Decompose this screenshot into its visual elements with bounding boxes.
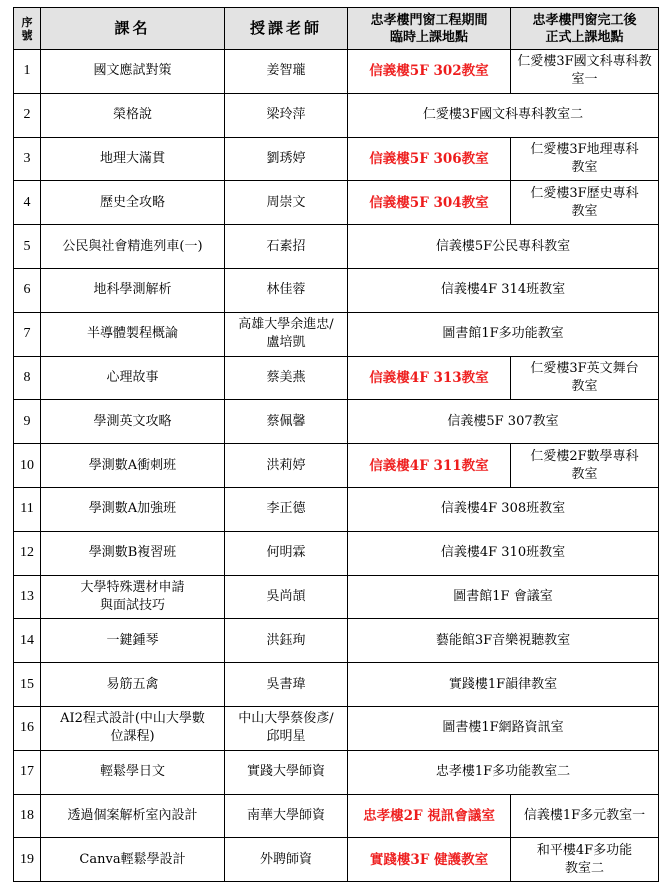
- shared-location-line: 仁愛樓3F國文科專科教室二: [422, 107, 584, 123]
- header-temp-location: [348, 8, 511, 50]
- shared-location-line: 信義樓5F 307教室: [447, 413, 559, 429]
- course-name-line: 學測數A衝刺班: [88, 457, 177, 473]
- shared-location: [348, 619, 659, 663]
- table-row: [14, 575, 659, 619]
- course-name-line: Canva輕鬆學設計: [79, 851, 186, 867]
- shared-location: [348, 93, 659, 137]
- shared-location-line: 圖書館1F多功能教室: [442, 326, 564, 342]
- shared-location-line: 信義樓4F 314班教室: [440, 282, 566, 298]
- course-name-line: 心理故事: [106, 369, 159, 385]
- teacher-name: [225, 225, 348, 269]
- final-location: [511, 794, 659, 838]
- final-location-line: 教室: [571, 159, 598, 175]
- teacher-name: [225, 400, 348, 444]
- course-name: [41, 663, 225, 707]
- row-number: 17: [14, 750, 41, 794]
- course-name-line: 公民與社會精進列車(一): [62, 238, 203, 254]
- teacher-name-line: 蔡佩馨: [266, 413, 306, 429]
- teacher-name: [225, 50, 348, 94]
- header-row: [14, 8, 659, 50]
- teacher-name: [225, 137, 348, 181]
- course-name-line: 一鍵鍾琴: [106, 632, 159, 648]
- teacher-name-line: 姜智瓏: [266, 63, 306, 79]
- teacher-name: [225, 181, 348, 225]
- shared-location-line: 信義樓4F 310班教室: [440, 545, 566, 561]
- shared-location-line: 實踐樓1F韻律教室: [448, 676, 558, 692]
- teacher-name: [225, 312, 348, 356]
- course-name-line: 輕鬆學日文: [99, 764, 165, 780]
- row-number: 11: [14, 487, 41, 531]
- row-number: 4: [14, 181, 41, 225]
- course-name-line: 歷史全攻略: [99, 194, 165, 210]
- table-row: [14, 750, 659, 794]
- course-name-line: AI2程式設計(中山大學數: [60, 711, 205, 727]
- header-teacher: 授課老師: [225, 8, 348, 50]
- teacher-name-line: 南華大學師資: [246, 807, 325, 823]
- course-name: [41, 750, 225, 794]
- course-name: [41, 444, 225, 488]
- row-number: 10: [14, 444, 41, 488]
- course-name-line: 與面試技巧: [99, 597, 165, 613]
- teacher-name: [225, 356, 348, 400]
- teacher-name-line: 何明霖: [266, 545, 306, 561]
- table-row: [14, 137, 659, 181]
- row-number: 14: [14, 619, 41, 663]
- temp-location: 信義樓4F 313教室: [348, 356, 511, 400]
- course-name-line: 學測數A加強班: [88, 501, 177, 517]
- teacher-name-line: 蔡美燕: [266, 369, 306, 385]
- course-name-line: 國文應試對策: [93, 63, 172, 79]
- table-row: [14, 487, 659, 531]
- row-number: 3: [14, 137, 41, 181]
- teacher-name: [225, 663, 348, 707]
- row-number: 19: [14, 838, 41, 882]
- header-number-line-1: 序: [21, 15, 33, 29]
- row-number: 18: [14, 794, 41, 838]
- final-location-line: 仁愛樓3F歷史專科: [530, 185, 639, 201]
- final-location: [511, 181, 659, 225]
- final-location: [511, 444, 659, 488]
- teacher-name: [225, 838, 348, 882]
- teacher-name-line: 高雄大學余進忠/: [238, 317, 334, 333]
- row-number: 2: [14, 93, 41, 137]
- course-name: [41, 312, 225, 356]
- table-row: [14, 268, 659, 312]
- course-name-line: 位課程): [110, 729, 155, 745]
- shared-location: [348, 706, 659, 750]
- row-number: 15: [14, 663, 41, 707]
- course-location-table: [13, 7, 659, 882]
- row-number: 5: [14, 225, 41, 269]
- final-location: [511, 50, 659, 94]
- table-row: [14, 794, 659, 838]
- final-location-line: 室一: [571, 72, 598, 88]
- header-temp-location-line-1: 忠孝樓門窗工程期間: [370, 12, 488, 28]
- course-name-line: 地理大滿貫: [99, 150, 165, 166]
- course-name: [41, 706, 225, 750]
- teacher-name: [225, 487, 348, 531]
- final-location: [511, 137, 659, 181]
- course-name-line: 學測英文攻略: [93, 413, 172, 429]
- course-name: [41, 225, 225, 269]
- final-location-line: 仁愛樓3F地理專科: [530, 141, 639, 157]
- header-final-location-line-1: 忠孝樓門窗完工後: [532, 12, 637, 28]
- final-location-line: 教室: [571, 378, 598, 394]
- temp-location: 信義樓5F 304教室: [348, 181, 511, 225]
- teacher-name-line: 林佳蓉: [266, 282, 306, 298]
- teacher-name-line: 吳書瑋: [266, 676, 306, 692]
- row-number: 16: [14, 706, 41, 750]
- header-number: [14, 8, 41, 50]
- final-location-line: 教室: [571, 466, 598, 482]
- final-location-line: 仁愛樓3F英文舞台: [530, 360, 639, 376]
- teacher-name-line: 邱明星: [266, 729, 306, 745]
- table-row: [14, 312, 659, 356]
- course-name-line: 地科學測解析: [93, 282, 172, 298]
- teacher-name: [225, 750, 348, 794]
- header-temp-location-line-2: 臨時上課地點: [389, 29, 468, 45]
- shared-location: [348, 225, 659, 269]
- course-name: [41, 50, 225, 94]
- course-name: [41, 400, 225, 444]
- shared-location-line: 圖書館1F 會議室: [453, 588, 553, 604]
- teacher-name: [225, 706, 348, 750]
- teacher-name: [225, 794, 348, 838]
- shared-location: [348, 663, 659, 707]
- teacher-name: [225, 444, 348, 488]
- table-row: [14, 400, 659, 444]
- shared-location: [348, 312, 659, 356]
- table-row: [14, 838, 659, 882]
- shared-location-line: 信義樓4F 308班教室: [440, 501, 566, 517]
- final-location-line: 仁愛樓3F國文科專科教: [517, 54, 652, 70]
- shared-location: [348, 575, 659, 619]
- row-number: 9: [14, 400, 41, 444]
- final-location-line: 信義樓1F多元教室一: [523, 807, 646, 823]
- header-final-location-line-2: 正式上課地點: [545, 29, 624, 45]
- table-row: [14, 93, 659, 137]
- teacher-name-line: 外聘師資: [259, 851, 312, 867]
- row-number: 8: [14, 356, 41, 400]
- row-number: 6: [14, 268, 41, 312]
- course-name-line: 大學特殊選材申請: [80, 579, 185, 595]
- course-name-line: 半導體製程概論: [86, 326, 178, 342]
- shared-location: [348, 531, 659, 575]
- course-name: [41, 619, 225, 663]
- table-body: [14, 50, 659, 882]
- teacher-name-line: 實踐大學師資: [246, 764, 325, 780]
- temp-location: 忠孝樓2F 視訊會議室: [348, 794, 511, 838]
- course-name: [41, 181, 225, 225]
- teacher-name-line: 吳尚頡: [266, 588, 306, 604]
- shared-location-line: 忠孝樓1F多功能教室二: [435, 764, 571, 780]
- teacher-name: [225, 93, 348, 137]
- teacher-name: [225, 575, 348, 619]
- teacher-name-line: 周崇文: [266, 194, 306, 210]
- header-final-location: [511, 8, 659, 50]
- course-name-line: 透過個案解析室內設計: [67, 807, 198, 823]
- teacher-name-line: 中山大學蔡俊彥/: [238, 711, 334, 727]
- teacher-name: [225, 268, 348, 312]
- shared-location-line: 信義樓5F公民專科教室: [435, 238, 571, 254]
- course-name-line: 學測數B複習班: [88, 545, 177, 561]
- final-location-line: 和平樓4F多功能: [536, 842, 633, 858]
- course-name: [41, 356, 225, 400]
- temp-location: 信義樓4F 311教室: [348, 444, 511, 488]
- course-name: [41, 93, 225, 137]
- final-location-line: 仁愛樓2F數學專科: [530, 448, 639, 464]
- course-name: [41, 575, 225, 619]
- shared-location: [348, 487, 659, 531]
- course-name: [41, 838, 225, 882]
- teacher-name-line: 石素招: [266, 238, 306, 254]
- course-name-line: 易筋五禽: [106, 676, 159, 692]
- table-row: [14, 444, 659, 488]
- teacher-name-line: 李正德: [266, 501, 306, 517]
- teacher-name-line: 洪鈺珣: [266, 632, 306, 648]
- row-number: 7: [14, 312, 41, 356]
- table-row: [14, 225, 659, 269]
- table-row: [14, 531, 659, 575]
- course-name: [41, 137, 225, 181]
- final-location-line: 教室: [571, 203, 598, 219]
- course-name: [41, 794, 225, 838]
- shared-location-line: 藝能館3F音樂視聽教室: [435, 632, 571, 648]
- course-name: [41, 487, 225, 531]
- course-name: [41, 531, 225, 575]
- table-row: [14, 619, 659, 663]
- teacher-name-line: 梁玲萍: [266, 107, 306, 123]
- temp-location: 實踐樓3F 健護教室: [348, 838, 511, 882]
- teacher-name: [225, 619, 348, 663]
- teacher-name-line: 洪莉婷: [266, 457, 306, 473]
- course-name: [41, 268, 225, 312]
- table-row: [14, 50, 659, 94]
- final-location: [511, 838, 659, 882]
- table-row: [14, 663, 659, 707]
- final-location-line: 教室二: [564, 860, 604, 876]
- shared-location: [348, 400, 659, 444]
- teacher-name-line: 盧培凱: [266, 335, 306, 351]
- temp-location: 信義樓5F 302教室: [348, 50, 511, 94]
- header-number-line-2: 號: [21, 28, 33, 42]
- table-row: [14, 356, 659, 400]
- temp-location: 信義樓5F 306教室: [348, 137, 511, 181]
- teacher-name: [225, 531, 348, 575]
- course-name-line: 榮格說: [112, 107, 152, 123]
- teacher-name-line: 劉琇婷: [266, 150, 306, 166]
- table-row: [14, 706, 659, 750]
- shared-location: [348, 750, 659, 794]
- row-number: 13: [14, 575, 41, 619]
- row-number: 12: [14, 531, 41, 575]
- table-row: [14, 181, 659, 225]
- row-number: 1: [14, 50, 41, 94]
- final-location: [511, 356, 659, 400]
- header-course: 課名: [41, 8, 225, 50]
- shared-location: [348, 268, 659, 312]
- shared-location-line: 圖書樓1F網路資訊室: [442, 720, 564, 736]
